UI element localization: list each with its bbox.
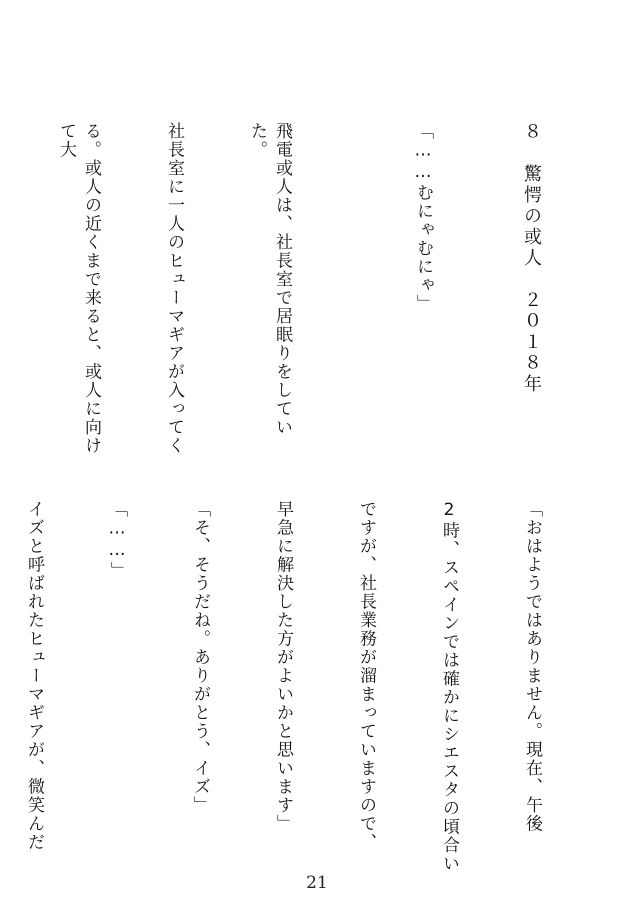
text-line: 「おはようではありません。現在、午後 <box>522 500 542 833</box>
page-number: 21 <box>306 873 328 893</box>
text-line: イズと呼ばれたヒューマギアが、微笑んだ <box>24 500 44 852</box>
text-line: 「……むにゃむにゃ」 <box>413 122 433 313</box>
text-line: ですが、社長業務が溜まっていますので、 <box>356 500 376 852</box>
chapter-title: ８ 驚愕の或人 ２０１８年 <box>521 122 542 395</box>
lower-text-block <box>24 500 594 880</box>
text-line: 「……」 <box>107 500 127 580</box>
text-line: 社長室に一人のヒューマギアが入ってく <box>164 122 184 455</box>
text-line: 2時、スペインでは確かにシエスタの頃合い <box>439 500 459 873</box>
text-line: 「そ、そうだね。ありがとう、イズ」 <box>190 500 210 815</box>
text-line: 早急に解決した方がよいかと思います」 <box>273 500 293 833</box>
text-line: る。或人の近くまで来ると、或人に向けて大 <box>56 122 101 455</box>
text-line: 飛電或人は、社長室で居眠りをしていた。 <box>247 122 292 437</box>
upper-text-block <box>34 122 594 462</box>
